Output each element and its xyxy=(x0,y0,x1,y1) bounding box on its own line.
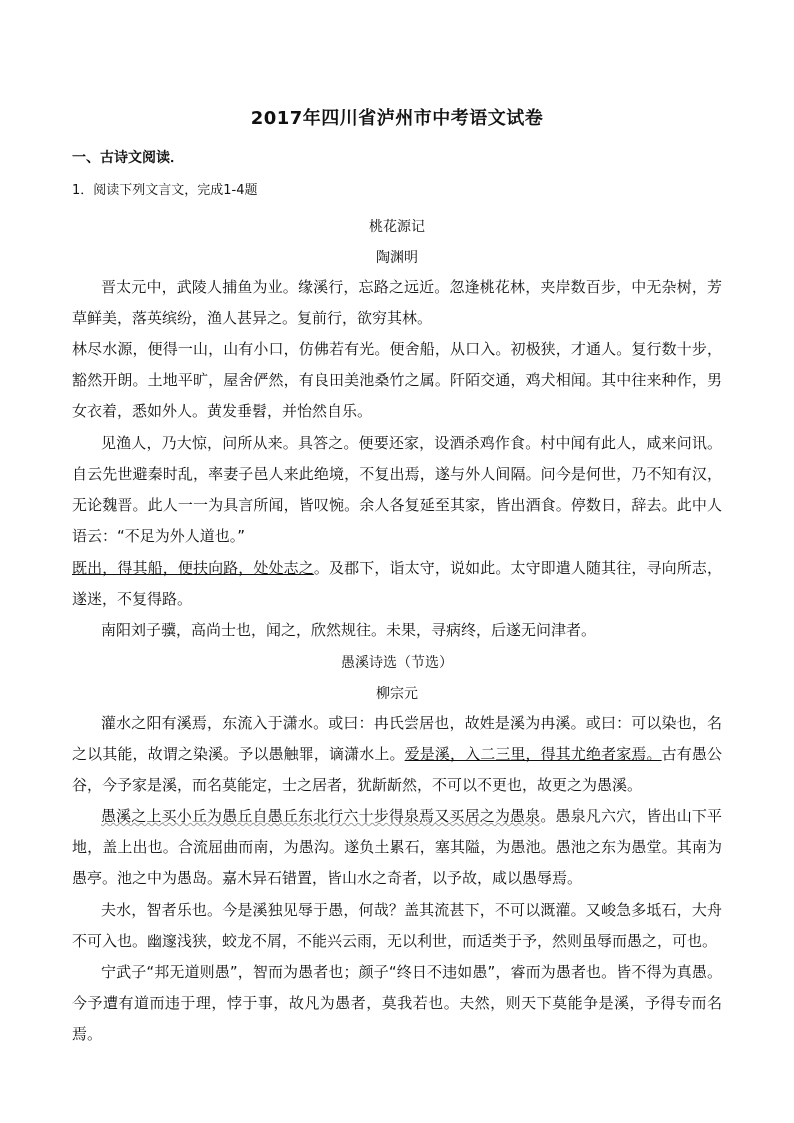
passage1-paragraph-1: 晋太元中，武陵人捕鱼为业。缘溪行，忘路之远近。忽逢桃花林，夹岸数百步，中无杂树，芳草鲜美，落英缤纷，渔人甚异之。复前行，欲穷其林。 xyxy=(72,278,722,327)
passage1-title: 桃花源记 xyxy=(369,219,425,235)
paragraph-text: 灌水之阳有溪焉，东流入于潇水。或曰：冉氏尝居也，故姓是溪为冉溪。或曰：可以染也，名之以其能，故谓之染溪。予以愚触罪，谪潇水上。 xyxy=(72,714,722,763)
passage2-title: 愚溪诗选（节选） xyxy=(341,655,453,671)
passage1-paragraph-3: 见渔人，乃大惊，问所从来。具答之。便要还家，设酒杀鸡作食。村中闻有此人，咸来问讯。自云先世避秦时乱，率妻子邑人来此绝境，不复出焉，遂与外人间隔。问今是何世，乃不知有汉，无论魏晋。此人一一为具言所闻，皆叹惋。余人各复延至其家，皆出酒食。停数日，辞去。此中人语云：“不足为外人道也。” xyxy=(72,434,722,545)
wavy-underlined-sentence: 愚溪之上买小丘为愚丘自愚丘东北行六十步得泉焉又买居之为愚泉 xyxy=(101,807,541,825)
underlined-sentence: 既出，得其船，便扶向路，处处志之 xyxy=(72,559,314,577)
paragraph-text: 。愚泉凡六穴，皆出山下平地，盖上出也。合流屈曲而南，为愚沟。遂负土累石，塞其隘，为愚池。愚池之东为愚堂。其南为愚亭。池之中为愚岛。嘉木异石错置，皆山水之奇者，以予故，咸以愚辱焉。 xyxy=(72,807,722,887)
passage2-paragraph-4: 宁武子“邦无道则愚”，智而为愚者也；颜子“终日不违如愚”，睿而为愚者也。皆不得为真愚。今予遭有道而违于理，悖于事，故凡为愚者，莫我若也。夫然，则天下莫能争是溪，予得专而名焉。 xyxy=(72,963,722,1043)
passage1-paragraph-4 xyxy=(72,553,722,615)
passage2-paragraph-1 xyxy=(72,708,722,801)
passage1-paragraph-2: 林尽水源，便得一山，山有小口，仿佛若有光。便舍船，从口入。初极狭，才通人。复行数十步，豁然开朗。土地平旷，屋舍俨然，有良田美池桑竹之属。阡陌交通，鸡犬相闻。其中往来种作，男女衣着，悉如外人。黄发垂髫，并怡然自乐。 xyxy=(72,340,722,420)
page-title: 2017年四川省泸州市中考语文试卷 xyxy=(250,108,544,129)
section-heading: 一、古诗文阅读． xyxy=(72,150,184,166)
passage1-paragraph-5: 南阳刘子骥，高尚士也，闻之，欣然规往。未果，寻病终，后遂无问津者。 xyxy=(101,621,597,639)
passage2-paragraph-2 xyxy=(72,801,722,894)
paragraph-text: 古有愚公谷，今予家是溪，而名莫能定，士之居者，犹龂龂然，不可以不更也，故更之为愚溪。 xyxy=(72,745,722,794)
passage2-author: 柳宗元 xyxy=(376,686,418,702)
underlined-sentence: 爱是溪，入二三里，得其尤绝者家焉。 xyxy=(404,745,662,763)
passage2-paragraph-3: 夫水，智者乐也。今是溪独见辱于愚，何哉？盖其流甚下，不可以溉灌。又峻急多坻石，大舟不可入也。幽邃浅狭，蛟龙不屑，不能兴云雨，无以利世，而适类于予，然则虽辱而愚之，可也。 xyxy=(72,901,722,950)
passage1-author: 陶渊明 xyxy=(376,250,418,266)
paragraph-text: 。及郡下，诣太守，说如此。太守即遣人随其往，寻向所志，遂迷，不复得路。 xyxy=(72,559,722,608)
question-prompt: 1．阅读下列文言文，完成1-4题 xyxy=(72,183,258,198)
